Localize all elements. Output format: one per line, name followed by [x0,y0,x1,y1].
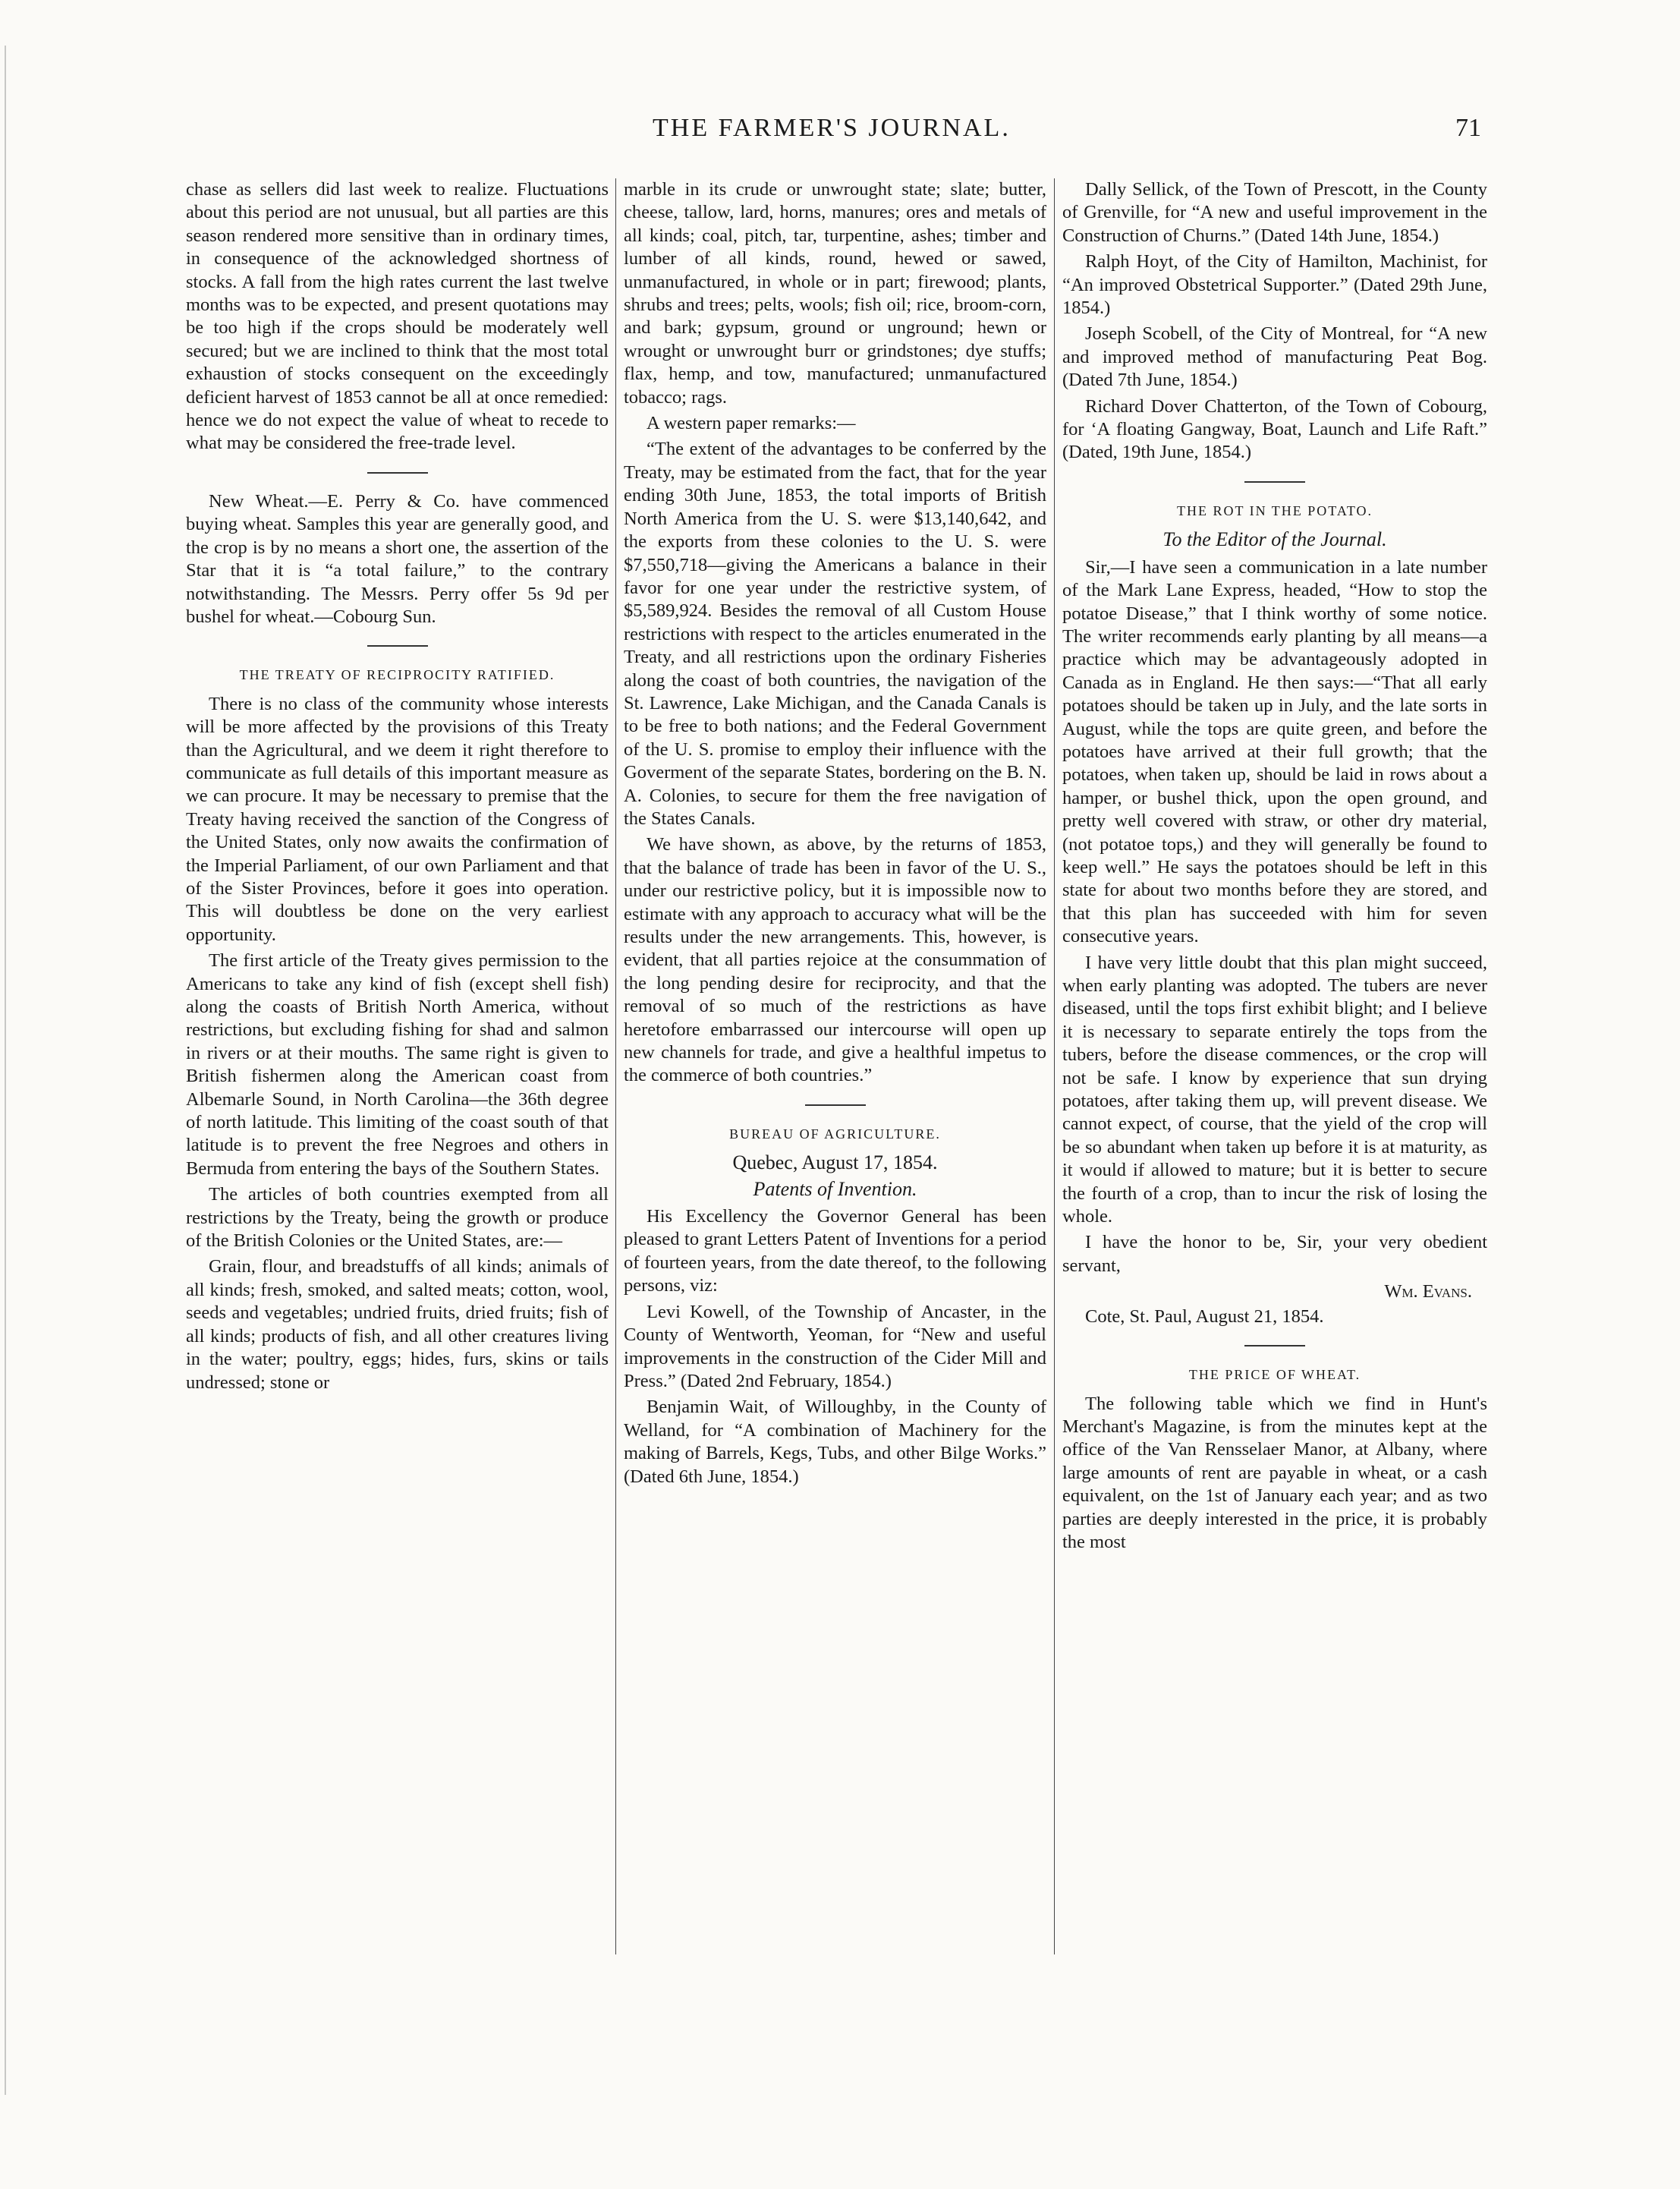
paragraph: The articles of both countries exempted from all restrictions by the Treaty, being the growth or produce of the British Colonies or the United States, are:— [186,1184,609,1252]
paragraph: New Wheat.—E. Perry & Co. have commenced buying wheat. Samples this year are generally good, and the crop is by no means a short one, the assertion of the Star that it is “a total failure,” to the contrary notwithstanding. The Messrs. Perry offer 5s 9d per bushel for wheat.—Cobourg Sun. [186,490,609,627]
column-1 [186,178,609,1397]
section-divider [1244,481,1305,483]
paragraph: Sir,—I have seen a communication in a late number of the Mark Lane Express, headed, “How to stop the potatoe Disease,” that I think worthy of some notice. The writer recommends early planting by all means—a practice which may be advantageously adopted in Canada as in England. He then says:—“That all early potatoes should be taken up in July, and the late sorts in August, while the tops are quite green, and before the potatoes have arrived at their full growth; that the potatoes, when taken up, should be laid in rows about a hamper, or bushel thick, upon the open ground, and pretty well covered with straw, or other dry material, (not potatoe tops,) and they will generally be found to keep well.” He says the potatoes should be left in this state for about two months before they are stored, and that this plan has succeeded with him for seven consecutive years. [1062,556,1487,947]
section-divider [367,645,428,647]
column-2 [624,178,1046,1491]
paragraph: Ralph Hoyt, of the City of Hamilton, Machinist, for “An improved Obstetrical Supporter.” (Dated 29th June, 1854.) [1062,251,1487,319]
paragraph: chase as sellers did last week to realize. Fluctuations about this period are not unusual, but all parties are this season rendered more sensitive than in ordinary times, in consequence of the acknowledged shortness of stocks. A fall from the high rates current the last twelve months was to be expected, and present quotations may be too high if the crops should be moderately well secured; but we are inclined to think that the most total exhaustion of stocks consequent on the exceedingly deficient harvest of 1853 cannot be all at once remedied: hence we do not expect the value of wheat to recede to what may be considered the free-trade level. [186,179,609,454]
paragraph: His Excellency the Governor General has been pleased to grant Letters Patent of Inventions for a period of fourteen years, from the date thereof, to the following persons, viz: [624,1206,1046,1296]
page-edge-shadow [5,46,14,2095]
section-divider [1244,1345,1305,1346]
paragraph: Dally Sellick, of the Town of Prescott, in the County of Grenville, for “A new and useful improvement in the Construction of Churns.” (Dated 14th June, 1854.) [1062,179,1487,246]
running-head [0,114,1680,159]
article-subheading: Patents of Invention. [753,1177,917,1200]
column-3 [1062,178,1487,1557]
article-heading: BUREAU OF AGRICULTURE. [729,1126,941,1142]
article-heading: THE PRICE OF WHEAT. [1188,1367,1361,1383]
paragraph: marble in its crude or unwrought state; slate; butter, cheese, tallow, lard, horns, manures; ores and metals of all kinds; coal, pitch, tar, turpentine, ashes; timber and lumber of all kinds, round, hewed or sawed, unmanufactured, in whole or in part; firewood; plants, shrubs and trees; pelts, wools; fish oil; rice, broom-corn, and bark; gypsum, ground or unground; hewn or wrought or unwrought burr or grindstones; dye stuffs; flax, hemp, and tow, manufactured; unmanufactured tobacco; rags. [624,179,1046,408]
column-rule-2 [1054,178,1055,1954]
letter-date: Cote, St. Paul, August 21, 1854. [1085,1306,1324,1327]
page-number: 71 [1455,114,1481,142]
dateline: Quebec, August 17, 1854. [732,1151,938,1174]
paragraph: I have very little doubt that this plan might succeed, when early planting was adopted. The tubers are never diseased, until the tops first exhibit blight; and I believe it is necessary to separate entirely the tops from the tubers, before the disease commences, or the crop will not be safe. I know by experience that sun drying potatoes, after taking them up, will prevent disease. We cannot expect, of course, that the yield of the crop will be so abundant when taken up before it is at maturity, as it would if allowed to mature; but it is better to secure the fourth of a crop, than to incur the risk of losing the whole. [1062,952,1487,1227]
letter-signature: Wm. Evans. [1384,1281,1472,1302]
paragraph: We have shown, as above, by the returns of 1853, that the balance of trade has been in favor of the U. S., under our restrictive policy, but it is impossible now to estimate with any approach to accuracy what will be the results under the new arrangements. This, however, is evident, that all parties rejoice at the consummation of the long pending desire for reciprocity, and that the removal of so much of the restrictions as have heretofore embarrassed our intercourse will open up new channels for trade, and give a healthful impetus to the commerce of both countries.” [624,834,1046,1086]
article-subheading: To the Editor of the Journal. [1162,528,1387,551]
paragraph: Benjamin Wait, of Willoughby, in the County of Welland, for “A combination of Machinery for the making of Barrels, Kegs, Tubs, and other Bilge Works.” (Dated 6th June, 1854.) [624,1397,1046,1487]
paragraph: “The extent of the advantages to be conferred by the Treaty, may be estimated from the fact, that for the year ending 30th June, 1853, the total imports of British North America from the U. S. were $13,140,642, and the exports from these colonies to the U. S. were $7,550,718—giving the Americans a balance in their favor for one year under the restrictive system, of $5,589,924. Besides the removal of all Custom House restrictions with respect to the articles enumerated in the Treaty, and all restrictions upon the ordinary Fisheries along the coast of both countries, the navigation of the St. Lawrence, Lake Michigan, and the Canada Canals is to be free to both nations; and the Federal Government of the U. S. promise to employ their influence with the Goverment of the separate States, bordering on the B. N. A. Colonies, to secure for them the free navigation of the States Canals. [624,439,1046,829]
paragraph: There is no class of the community whose interests will be more affected by the provisions of this Treaty than the Agricultural, and we deem it right therefore to communicate as full details of this important measure as we can procure. It may be necessary to premise that the Treaty having received the sanction of the Congress of the United States, only now awaits the confirmation of the Imperial Parliament, of our own Parliament and that of the Sister Provinces, before it goes into operation. This will doubtless be done on the very earliest opportunity. [186,693,609,945]
article-heading: THE ROT IN THE POTATO. [1176,502,1373,518]
paragraph: Levi Kowell, of the Township of Ancaster, in the County of Wentworth, Yeoman, for “New and useful improvements in the construction of the Cider Mill and Press.” (Dated 2nd February, 1854.) [624,1301,1046,1391]
paragraph: Grain, flour, and breadstuffs of all kinds; animals of all kinds; fresh, smoked, and salted meats; cotton, wool, seeds and vegetables; undried fruits, dried fruits; fish of all kinds; products of fish, and all other creatures living in the water; poultry, eggs; hides, furs, skins or tails undressed; stone or [186,1256,609,1393]
journal-title: THE FARMER'S JOURNAL. [653,114,1011,142]
paragraph: The first article of the Treaty gives permission to the Americans to take any kind of fish (except shell fish) along the coasts of British North America, without restrictions, but excluding fishing for shad and salmon in rivers or at their mouths. The same right is given to British fishermen along the American coast from Albemarle Sound, in North Carolina—the 36th degree of north latitude. This limiting of the coast south of that latitude is to prevent the free Negroes and others in Bermuda from entering the bays of the Southern States. [186,950,609,1179]
column-rule-1 [615,178,616,1954]
paragraph: I have the honor to be, Sir, your very obedient servant, [1062,1232,1487,1276]
paragraph: A western paper remarks:— [647,413,856,434]
paragraph: Joseph Scobell, of the City of Montreal, for “A new and improved method of manufacturing Peat Bog. (Dated 7th June, 1854.) [1062,323,1487,391]
article-heading: THE TREATY OF RECIPROCITY RATIFIED. [239,667,555,683]
section-divider [367,472,428,474]
paragraph: The following table which we find in Hunt's Merchant's Magazine, is from the minutes kept at the office of the Van Rensselaer Manor, at Albany, where large amounts of rent are payable in wheat, or a cash equivalent, on the 1st of January each year; and as two parties are deeply interested in the price, it is probably the most [1062,1393,1487,1552]
section-divider [805,1104,866,1106]
paragraph: Richard Dover Chatterton, of the Town of Cobourg, for ‘A floating Gangway, Boat, Launch and Life Raft.” (Dated, 19th June, 1854.) [1062,395,1487,463]
